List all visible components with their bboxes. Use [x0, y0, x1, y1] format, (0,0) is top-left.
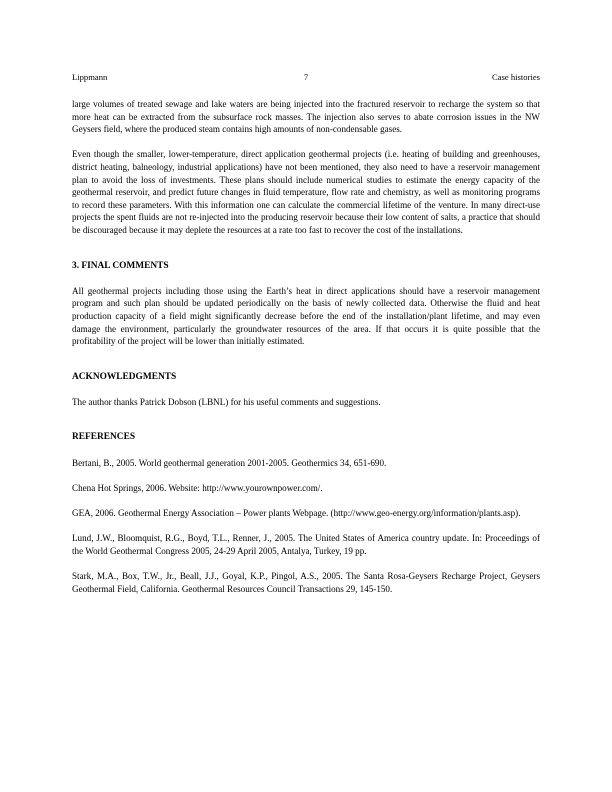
reference-item: GEA, 2006. Geothermal Energy Association – Power plants Webpage. (http://www.geo-energy.org/information/plants.asp).	[72, 508, 521, 519]
section-heading-final-comments: 3. FINAL COMMENTS	[72, 260, 169, 271]
page-header	[72, 72, 540, 84]
references-heading: REFERENCES	[72, 432, 136, 443]
reference-item: Lund, J.W., Bloomquist, R.G., Boyd, T.L., Renner, J., 2005. The United States of America country update. In: Proceedings of the World Geothermal Congress 2005, 24-29 April 2005, Antalya, Turkey, 19 pp.	[72, 533, 540, 556]
reference-item: Bertani, B., 2005. World geothermal generation 2001-2005. Geothermics 34, 651-690.	[72, 457, 387, 468]
reference-item: Chena Hot Springs, 2006. Website: http://www.yourownpower.com/.	[72, 482, 323, 493]
paragraph-injection: large volumes of treated sewage and lake waters are being injected into the fractured reservoir to recharge the system so that more heat can be extracted from the subsurface rock masses. The injection also serves to abate corrosion issues in the NW Geysers field, where the produced steam contains high amounts of non-condensable gases.	[72, 99, 540, 135]
paragraph-final-comments: All geothermal projects including those using the Earth’s heat in direct applications should have a reservoir management program and such plan should be updated periodically on the basis of newly collected data. Otherwise the fluid and heat production capacity of a field might significantly decrease before the end of the installation/plant lifetime, and may even damage the environment, particularly the groundwater resources of the area. If that occurs it is quite possible that the profitability of the project will be lower than initially estimated.	[72, 285, 540, 347]
paragraph-direct-use: Even though the smaller, lower-temperature, direct application geothermal projects (i.e. heating of building and greenhouses, district heating, balneology, industrial applications) have not been mentioned, they also need to have a reservoir management plan to avoid the loss of investments. These plans should include numerical studies to estimate the energy capacity of the geothermal reservoir, and predict future changes in fluid temperature, flow rate and chemistry, as well as monitoring programs to record these parameters. With this information one can calculate the commercial lifetime of the venture. In many direct-use projects the spent fluids are not re-injected into the producing reservoir because their low content of salts, a practice that should be discouraged because it may deplete the resources at a rate too fast to recover the cost of the installations.	[72, 149, 540, 235]
header-author: Lippmann	[72, 72, 108, 82]
document-body	[72, 98, 540, 595]
header-page-number: 7	[303, 72, 309, 82]
header-section-title: Case histories	[492, 72, 540, 82]
paragraph-acknowledgments: The author thanks Patrick Dobson (LBNL) for his useful comments and suggestions.	[72, 396, 381, 407]
reference-item: Stark, M.A., Box, T.W., Jr., Beall, J.J., Goyal, K.P., Pingol, A.S., 2005. The Santa Rosa-Geysers Recharge Project, Geysers Geothermal Field, California. Geothermal Resources Council Transactions 29, 145-150.	[72, 571, 540, 594]
section-heading-acknowledgments: ACKNOWLEDGMENTS	[72, 371, 177, 382]
